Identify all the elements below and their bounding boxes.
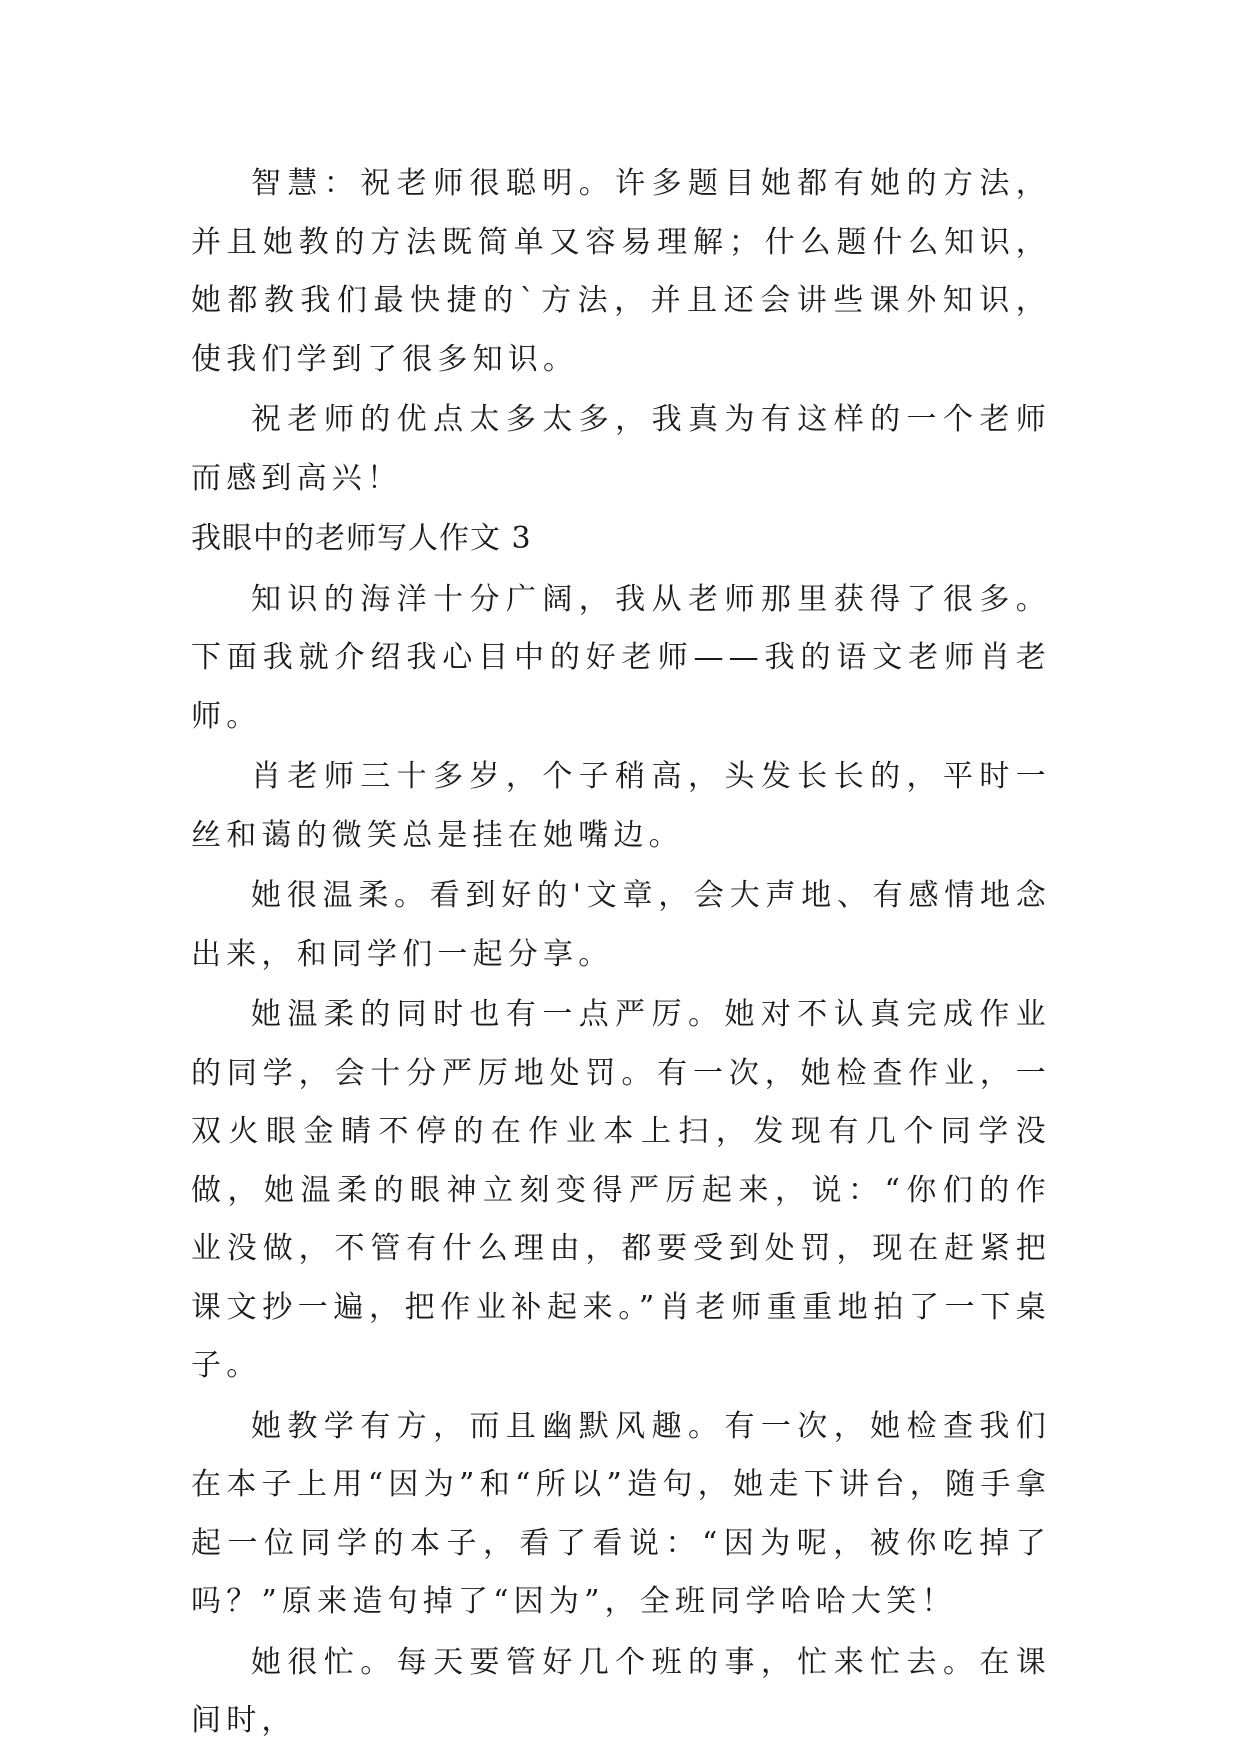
section-heading: 我眼中的老师写人作文 3 [191, 521, 532, 556]
paragraph-wisdom: 智慧：祝老师很聪明。许多题目她都有她的方法，并且她教的方法既简单又容易理解；什么题什么知识，她都教我们最快捷的`方法，并且还会讲些课外知识，使我们学到了很多知识。 [191, 166, 1051, 377]
paragraph-appearance: 肖老师三十多岁，个子稍高，头发长长的，平时一丝和蔼的微笑总是挂在她嘴边。 [191, 759, 1051, 853]
paragraph-busy: 她很忙。每天要管好几个班的事，忙来忙去。在课间时， [191, 1644, 1051, 1738]
paragraph-humor: 她教学有方，而且幽默风趣。有一次，她检查我们在本子上用“因为”和“所以”造句，她走下讲台，随手拿起一位同学的本子，看了看说：“因为呢，被你吃掉了吗？”原来造句掉了“因为”，全班同学哈哈大笑！ [191, 1408, 1051, 1619]
paragraph-conclusion: 祝老师的优点太多太多，我真为有这样的一个老师而感到高兴！ [191, 402, 1051, 496]
document-page [191, 155, 1051, 1753]
paragraph-strict: 她温柔的同时也有一点严厉。她对不认真完成作业的同学，会十分严厉地处罚。有一次，她检查作业，一双火眼金睛不停的在作业本上扫，发现有几个同学没做，她温柔的眼神立刻变得严厉起来，说：“你们的作业没做，不管有什么理由，都要受到处罚，现在赶紧把课文抄一遍，把作业补起来。”肖老师重重地拍了一下桌子。 [191, 997, 1051, 1383]
paragraph-gentle: 她很温柔。看到好的'文章，会大声地、有感情地念出来，和同学们一起分享。 [191, 878, 1051, 972]
paragraph-intro: 知识的海洋十分广阔，我从老师那里获得了很多。下面我就介绍我心目中的好老师——我的语文老师肖老师。 [191, 581, 1051, 734]
